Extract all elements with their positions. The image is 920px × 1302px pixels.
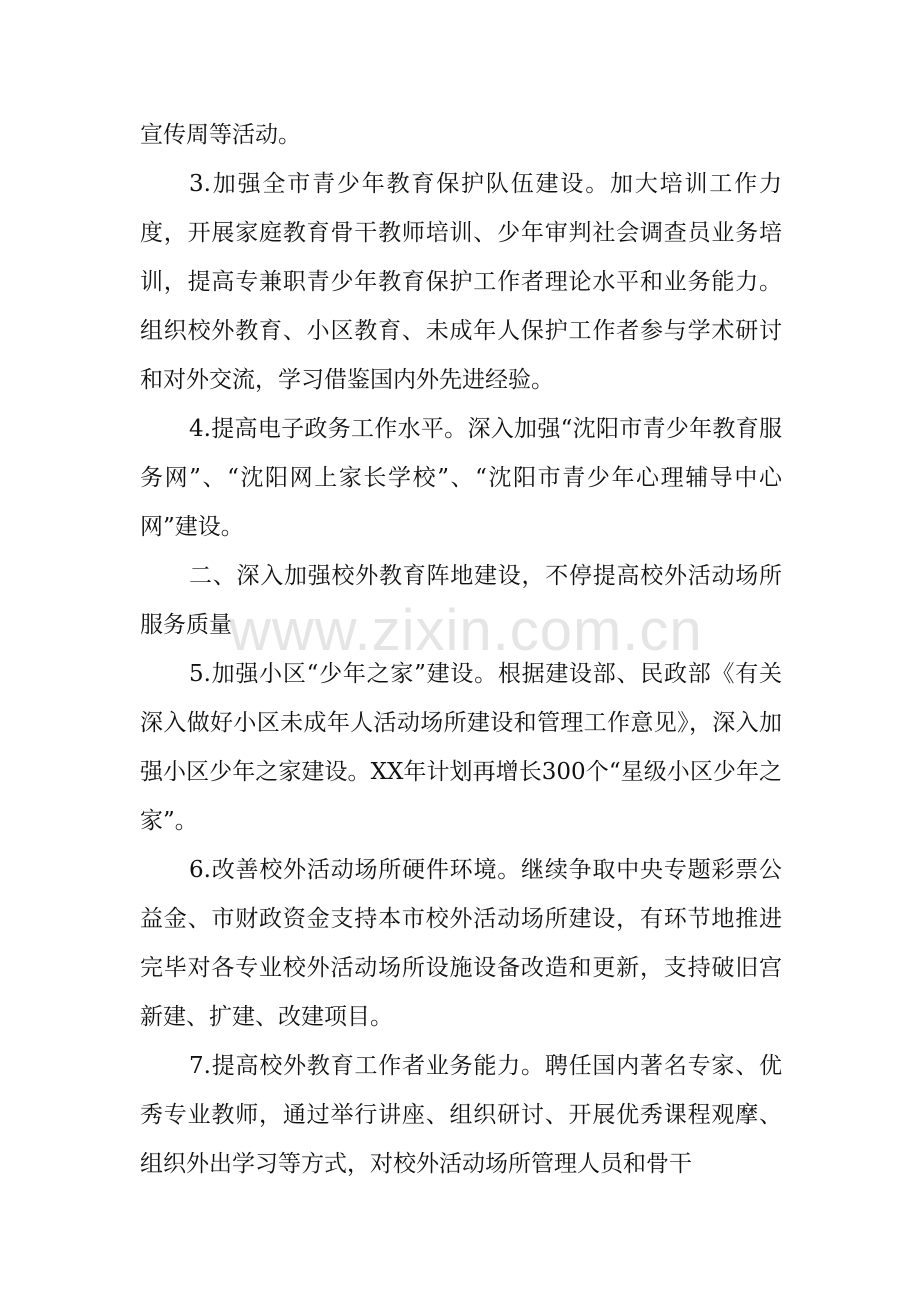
paragraph-item-4: 4.提高电子政务工作水平。深入加强“沈阳市青少年教育服务网”、“沈阳网上家长学校”、“沈阳市青少年心理辅导中心网”建设。: [140, 416, 782, 540]
section-heading-2: 二、深入加强校外教育阵地建设，不停提高校外活动场所服务质量: [140, 563, 782, 638]
paragraph-item-3: 3.加强全市青少年教育保护队伍建设。加大培训工作力度，开展家庭教育骨干教师培训、少年审判社会调查员业务培训，提高专兼职青少年教育保护工作者理论水平和业务能力。组织校外教育、小区教育、未成年人保护工作者参与学术研讨和对外交流，学习借鉴国内外先进经验。: [140, 171, 782, 393]
document-body: [140, 111, 782, 1189]
watermark: www.zixin.com.cn: [229, 598, 703, 663]
paragraph-item-5: 5.加强小区“少年之家”建设。根据建设部、民政部《有关深入做好小区未成年人活动场所建设和管理工作意见》，深入加强小区少年之家建设。XX年计划再增长300个“星级小区少年之家”。: [140, 661, 782, 834]
paragraph-continuation: 宣传周等活动。: [140, 122, 301, 148]
paragraph-item-7: 7.提高校外教育工作者业务能力。聘任国内著名专家、优秀专业教师，通过举行讲座、组织研讨、开展优秀课程观摩、组织外出学习等方式，对校外活动场所管理人员和骨干: [140, 1053, 782, 1177]
paragraph-item-6: 6.改善校外活动场所硬件环境。继续争取中央专题彩票公益金、市财政资金支持本市校外活动场所建设，有环节地推进完毕对各专业校外活动场所设施设备改造和更新，支持破旧宫新建、扩建、改建项目。: [140, 857, 782, 1030]
